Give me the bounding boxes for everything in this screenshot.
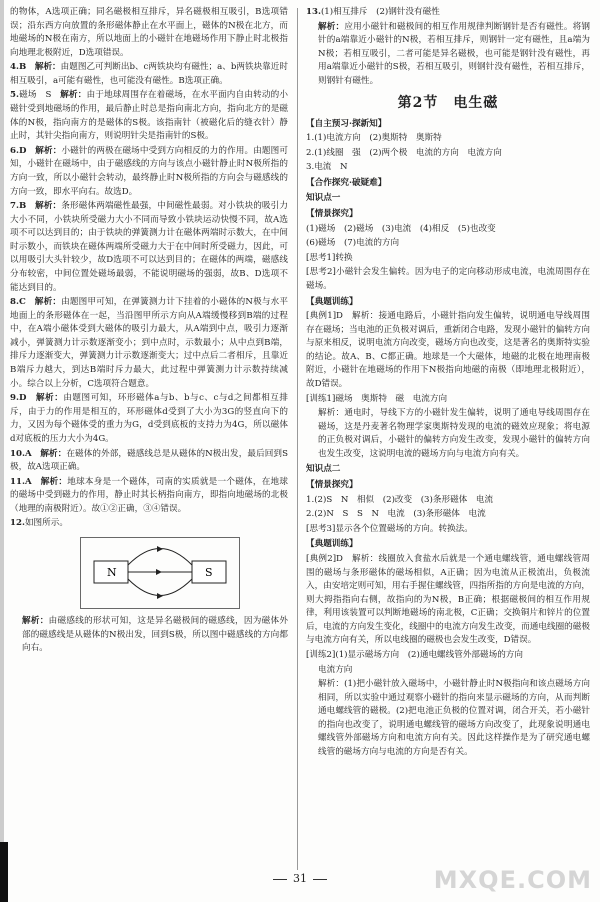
magnet-label-n: N — [107, 565, 117, 579]
answer-item: 12.如图所示。 — [10, 518, 68, 529]
answer-line: 电流方向 — [318, 664, 353, 675]
paragraph: 的物体，A选项正确；同名磁极相互排斥，异名磁极相互吸引，B选项错误；沿东西方向放置的条形磁体静止在水平面上，磁体的N极在北方，而地磁场的N极在南方，所以地面上的小磁针在地磁场作用下静止时北极指向地理北极附近，D选项错误。 — [10, 7, 288, 58]
answer-line: [训练2](1)显示磁场方向 (2)通电螺线管外部磁场的方向 — [306, 649, 523, 660]
answer-item: 4.B 解析：由题图乙可判断出b、c两铁块均有磁性；a、b两铁块靠近时相互吸引，a可能有磁性，也可能没有磁性。B选项正确。 — [10, 62, 288, 86]
footer-rule-right — [313, 879, 327, 880]
answer-line: 1.(2)S N 相似 (2)改变 (3)条形磁体 电流 — [306, 494, 494, 505]
answer-line: 3.电流 N — [306, 162, 348, 173]
answer-line: [思考3]显示各个位置磁场的方向。转换法。 — [306, 523, 473, 534]
arrow-lower-icon — [157, 593, 163, 599]
answer-line: (6)磁场 (7)电流的方向 — [306, 238, 400, 249]
answer-line: (1)磁场 (2)磁场 (3)电流 (4)相反 (5)也改变 — [306, 223, 496, 234]
magnet-label-s: S — [205, 565, 213, 579]
subsection-heading: 【典题训练】 — [306, 539, 358, 550]
knowledge-point-heading: 知识点二 — [306, 464, 341, 475]
answer-line: 2.(2)N S S N 电流 (3)条形磁体 电流 — [306, 509, 486, 520]
magnetic-field-lines-figure — [80, 537, 240, 609]
left-column — [10, 6, 288, 657]
column-divider — [297, 8, 298, 870]
knowledge-point-heading: 知识点一 — [306, 193, 341, 204]
right-column — [306, 6, 590, 761]
paragraph: [典例1]D 解析：接通电路后，小磁针指向发生偏转，说明通电导线周围存在磁场；当电池的正负极对调后，重新闭合电路，发现小磁针的偏转方向与原来相反，说明电流方向改变，磁场方向也改变，这是著名的奥斯特实验的结论。故A、B、C都正确。地球是一个大磁体，地磁的北极在地理南极附近，小磁针在地磁场的作用下N极指向地磁的南极（即地理北极附近），故D错误。 — [306, 311, 590, 389]
answer-item: 11.A 解析：地球本身是一个磁体，司南的实质就是一个磁体，在地球的磁场中受到磁力的作用，静止时其长柄指向南方，即指向地磁场的北极（地理的南极附近）。故①②正确，③④错误。 — [10, 476, 288, 514]
site-watermark: MXQE.COM — [433, 866, 592, 894]
paragraph: 解析：应用小磁针和磁极间的相互作用规律判断钢针是否有磁性。将钢针的a端靠近小磁针的N极，若相互排斥，则钢针一定有磁性，且a端为N极；若相互吸引，二者可能是异名磁极，也可能是钢针没有磁性，再用a端靠近小磁针的S极，若相互吸引，则钢针没有磁性，若相互排斥，则钢针有磁性。 — [318, 21, 590, 86]
answer-item: 7.B 解析：条形磁体两端磁性最强，中间磁性最弱。对小铁块的吸引力大小不同，小铁块所受磁力大小不同而导致小铁块运动快慢不同，故A选项不可以达到目的；由于铁块的弹簧测力计在磁体两端时示数大，在中间时示数小，而铁块在磁体两端所受磁力大于在中间时所受磁力，因此，可以用吸引大头针较少，故D选项不可以达到目的；在磁体的两端，磁感线分布较密，中间位置处磁场最弱，不能说明磁场的强弱，故B、D选项不能达到目的。 — [10, 201, 288, 293]
arrow-center-icon — [156, 569, 162, 575]
answer-item: 10.A 解析：在磁体的外部，磁感线总是从磁体的N极出发，最后回到S极，故A选项正确。 — [10, 448, 288, 473]
answer-line: 1.(1)电流方向 (2)奥斯特 奥斯特 — [306, 133, 442, 144]
paragraph: 解析：(1)把小磁针放入磁场中，小磁针静止时N极指向和该点磁场方向相同，所以实验中通过观察小磁针的指向来显示磁场的方向，从而判断通电螺线管的磁极。(2)把电池正负极的位置对调，闭合开关，若小磁针的指向也改变了，说明通电螺线管的磁场方向改变了，此现象说明通电螺线管外部磁场方向和电流方向有关。因此这样操作是为了研究通电螺线管的磁场方向与电流的方向是否有关。 — [318, 679, 590, 758]
footer-rule-left — [273, 879, 287, 880]
answer-item: 13.(1)相互排斥 (2)钢针没有磁性 — [306, 7, 440, 17]
field-line-lower — [128, 579, 192, 596]
answer-item: 6.D 解析：小磁针的两极在磁场中受到方向相反的力的作用。由题图可知，小磁针在磁场中，由于磁感线的方向与该点小磁针静止时N极所指的方向一致，所以小磁针会转动，最终静止时N极所指的方向会与磁感线的方向一致，即水平向右。故选D。 — [10, 145, 288, 197]
answer-item: 8.C 解析：由题图甲可知，在弹簧测力计下挂着的小磁体的N极与水平地面上的条形磁体在一起，当沿图甲所示方向从A端缓慢移到B端的过程中，在A端小磁体受到大磁体的吸引力最大，从A端到中点，吸引力逐渐减小，弹簧测力计示数逐渐变小；到中点时，示数最小；从中点到B端，排斥力逐渐变大，弹簧测力计示数逐渐变大；过中点后二者相斥，且靠近B端斥力越大，到达B端时斥力最大，此过程中弹簧测力计示数持续减小。综合以上分析，C选项符合题意。 — [10, 297, 288, 389]
answer-item: 9.D 解析：由题图可知，环形磁体a与b、b与c、c与d之间都相互排斥，由于力的作用是相互的，环形磁体d受到了大小为3G的竖直向下的力，又因为每个磁体受的重力为G，d受到底板的支持力为4G，所以磁体d对底板的压力大小为4G。 — [10, 393, 288, 444]
paragraph: 解析：由磁感线的形状可知，这是异名磁极间的磁感线，因为磁体外部的磁感线是从磁体的N极出发，回到S极，所以图中磁感线的方向都向右。 — [22, 615, 288, 654]
answer-item: 5.磁场 S 解析：由于地球周围存在着磁场，在水平面内自由转动的小磁针受到地磁场的作用，最后静止时总是指向南北方向，指向北方的是磁体的N极，指向南方的是磁体的S极。该指南针（被磁化后的缝衣针）静止时，其针尖指向南方，则说明针尖是指南针的S极。 — [10, 90, 288, 142]
page-edge — [0, 0, 4, 902]
field-line-upper — [128, 548, 192, 565]
subsection-heading: 【典题训练】 — [306, 296, 358, 307]
section-title: 第2节 电生磁 — [397, 95, 499, 112]
answer-line: [训练1]磁场 奥斯特 磁 电流方向 — [306, 393, 448, 404]
page-number: 31 — [293, 872, 307, 885]
paragraph: 解析：通电时，导线下方的小磁针发生偏转，说明了通电导线周围存在磁场，这是丹麦著名物理学家奥斯特发现的电流的磁效应现象；将电源的正负极对调后，小磁针的偏转方向发生改变，发现小磁针的偏转方向也发生改变，这说明电流的磁场方向与电流方向有关。 — [318, 408, 590, 459]
answer-line: [思考1]转换 — [306, 252, 353, 263]
section-heading: 【合作探究·破疑难】 — [306, 177, 387, 188]
magnet-field-diagram — [80, 537, 240, 609]
subsection-heading: 【情景探究】 — [306, 480, 358, 491]
section-heading: 【自主预习·探新知】 — [306, 118, 387, 129]
arrow-upper-icon — [157, 546, 163, 552]
subsection-heading: 【情景探究】 — [306, 209, 358, 220]
answer-line: [思考2]小磁针会发生偏转。因为电子的定向移动形成电流，电流周围存在磁场。 — [306, 267, 590, 291]
paragraph: [典例2]D 解析：线圈放入食盐水后就是一个通电螺线管，通电螺线管周围的磁场与条形磁体的磁场相似，A正确；因为电流从正极流出，负极流入，由安培定则可知，用右手握住螺线管，四指所指的方向是电流的方向，则大拇指指向右侧，故指向的为N极，B正确；根据磁极间的相互作用规律，利用该装置可以判断地磁场的南北极，C正确；交换铜片和锌片的位置后，电流的方向发生变化，线圈中的电流方向发生改变，而通电线圈的磁极与电流方向有关，所以电线圈的磁极也会发生改变，D错误。 — [306, 553, 590, 646]
answer-line: 2.(1)线圈 强 (2)两个极 电流的方向 电流方向 — [306, 147, 502, 158]
